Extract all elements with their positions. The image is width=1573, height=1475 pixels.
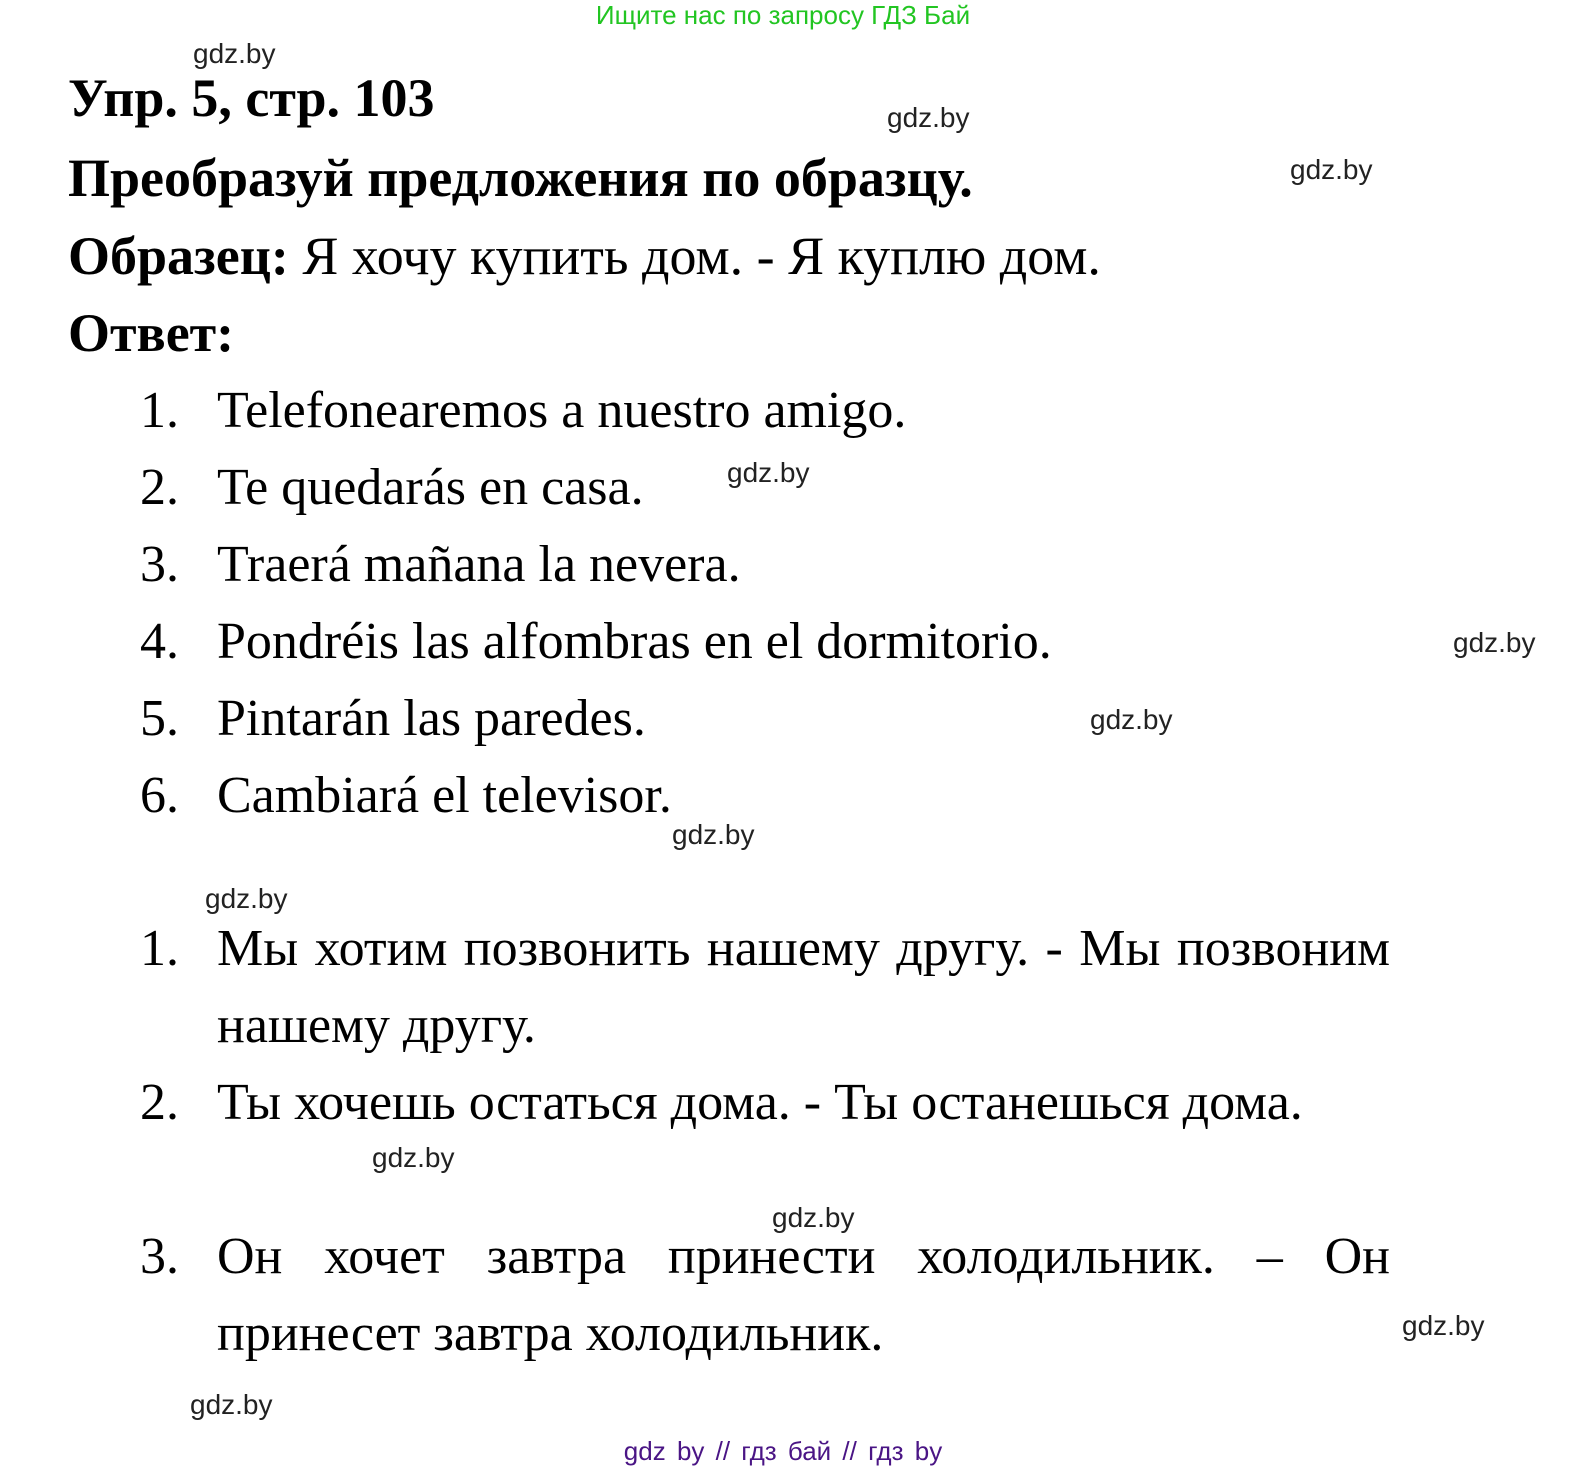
list-number: 2. [140,459,179,516]
sample-text: Я хочу купить дом. - Я куплю дом. [302,226,1101,286]
watermark: gdz.by [190,1389,273,1420]
answer-label: Ответ: [68,303,235,363]
list-item: Cambiará el televisor. [217,767,672,824]
footer-links: gdz by // гдз бай // гдз by [623,1436,943,1466]
search-banner: Ищите нас по запросу ГДЗ Бай [595,0,971,30]
list-item: Telefonearemos a nuestro amigo. [217,382,907,439]
list-item: Ты хочешь остаться дома. - Ты останешься дома. [217,1074,1303,1131]
watermark: gdz.by [772,1202,855,1233]
watermark: gdz.by [205,883,288,914]
watermark: gdz.by [887,102,970,133]
sample-line [68,218,1101,295]
list-number: 2. [140,1074,179,1131]
watermark: gdz.by [727,457,810,488]
watermark: gdz.by [1402,1310,1485,1341]
list-number: 1. [140,920,179,977]
list-item: Мы хотим позвонить нашему другу. - Мы позвоним нашему другу. [217,920,1390,1054]
watermark: gdz.by [1090,704,1173,735]
task-text: Преобразуй предложения по образцу. [68,148,973,208]
list-number: 5. [140,690,179,747]
exercise-title: Упр. 5, стр. 103 [68,68,435,128]
watermark: gdz.by [1453,627,1536,658]
list-item: Он хочет завтра принести холодильник. – Он принесет завтра холодильник. [217,1228,1390,1362]
sample-label: Образец: [68,226,289,286]
watermark: gdz.by [193,38,276,69]
list-item: Te quedarás en casa. [217,459,644,516]
watermark: gdz.by [1290,154,1373,185]
list-number: 3. [140,1228,179,1285]
watermark: gdz.by [672,819,755,850]
list-item: Pondréis las alfombras en el dormitorio. [217,613,1052,670]
list-number: 4. [140,613,179,670]
list-item: Traerá mañana la nevera. [217,536,741,593]
list-number: 1. [140,382,179,439]
list-number: 6. [140,767,179,824]
list-number: 3. [140,536,179,593]
list-item: Pintarán las paredes. [217,690,646,747]
watermark: gdz.by [372,1142,455,1173]
